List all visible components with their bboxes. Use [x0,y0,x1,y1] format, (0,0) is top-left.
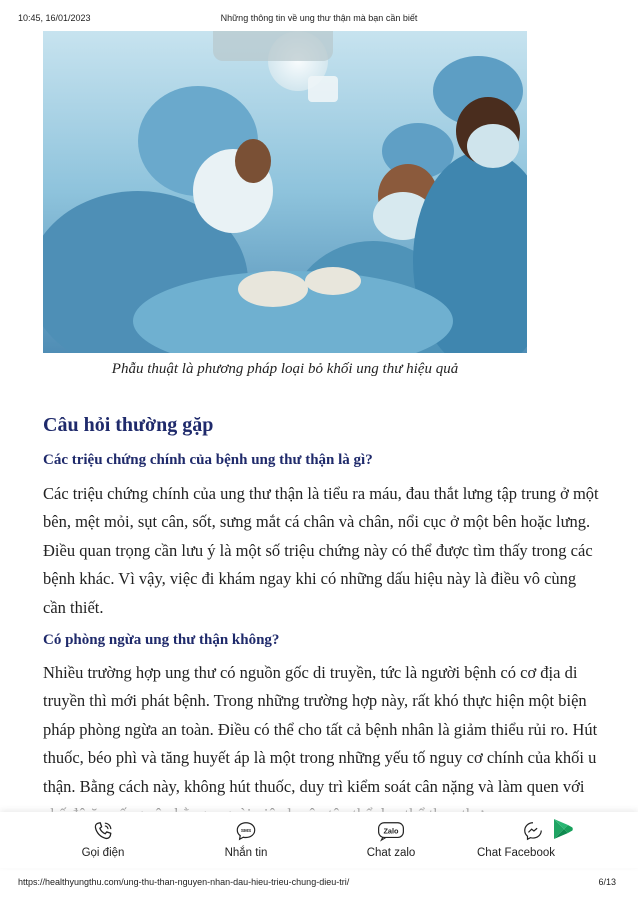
faq-question-symptoms: Các triệu chứng chính của bệnh ung thư thận là gì? [43,452,373,468]
contact-bar [0,812,638,868]
print-page-number: 6/13 [598,877,616,887]
messenger-icon [522,820,544,842]
faq-section-heading: Câu hỏi thường gặp [43,414,214,436]
call-button[interactable] [48,820,158,859]
svg-text:SMS: SMS [240,829,252,835]
google-play-icon[interactable] [549,816,575,842]
zalo-label: Chat zalo [366,847,416,859]
phone-icon [92,820,114,842]
svg-text:Zalo: Zalo [383,826,399,836]
zalo-button[interactable] [336,820,446,859]
image-caption: Phẫu thuật là phương pháp loại bỏ khối ung thư hiệu quả [111,361,459,377]
article-photo-surgery [43,31,527,353]
print-url: https://healthyungthu.com/ung-thu-than-nguyen-nhan-dau-hieu-trieu-chung-dieu-tri/ [18,877,350,887]
print-page-title: Những thông tin về ung thư thận mà bạn cần biết [220,13,418,23]
faq-question-prevention: Có phòng ngừa ung thư thận không? [43,632,280,648]
print-header [0,13,638,27]
sms-button[interactable] [191,820,301,859]
print-timestamp: 10:45, 16/01/2023 [18,13,91,23]
sms-icon [235,820,257,842]
facebook-chat-button[interactable] [476,820,556,859]
sms-label: Nhắn tin [224,847,268,859]
call-label: Gọi điện [81,847,125,859]
faq-answer-prevention: Nhiều trường hợp ung thư có nguồn gốc di truyền, tức là người bệnh có cơ địa di truyền thì mới phát bệnh. Trong những trường hợp này, rất khó thực hiện một biện pháp phòng ngừa an toàn. Điều có thể cho tất cả bệnh nhân là giảm thiểu rủi ro. Hút thuốc, béo phì và tăng huyết áp là một trong những yếu tố nguy cơ chính của khối u thận. Bằng cách này, không hút thuốc, duy trì kiểm soát cân nặng và làm quen với [43,663,598,796]
faq-answer-symptoms: Các triệu chứng chính của ung thư thận là tiểu ra máu, đau thắt lưng tập trung ở một bên, mệt mỏi, sụt cân, sốt, sưng mắt cá chân và chân, nổi cục ở một bên hoặc lưng. Điều quan trọng cần lưu ý là một số triệu chứng này có thể được tìm thấy trong các bệnh khác. Vì vậy, việc đi khám ngay khi có những dấu hiệu này là điều vô cùng cần thiết. [43,484,599,617]
facebook-chat-label: Chat Facebook [477,847,555,859]
print-footer [0,877,638,891]
zalo-icon [376,820,406,842]
